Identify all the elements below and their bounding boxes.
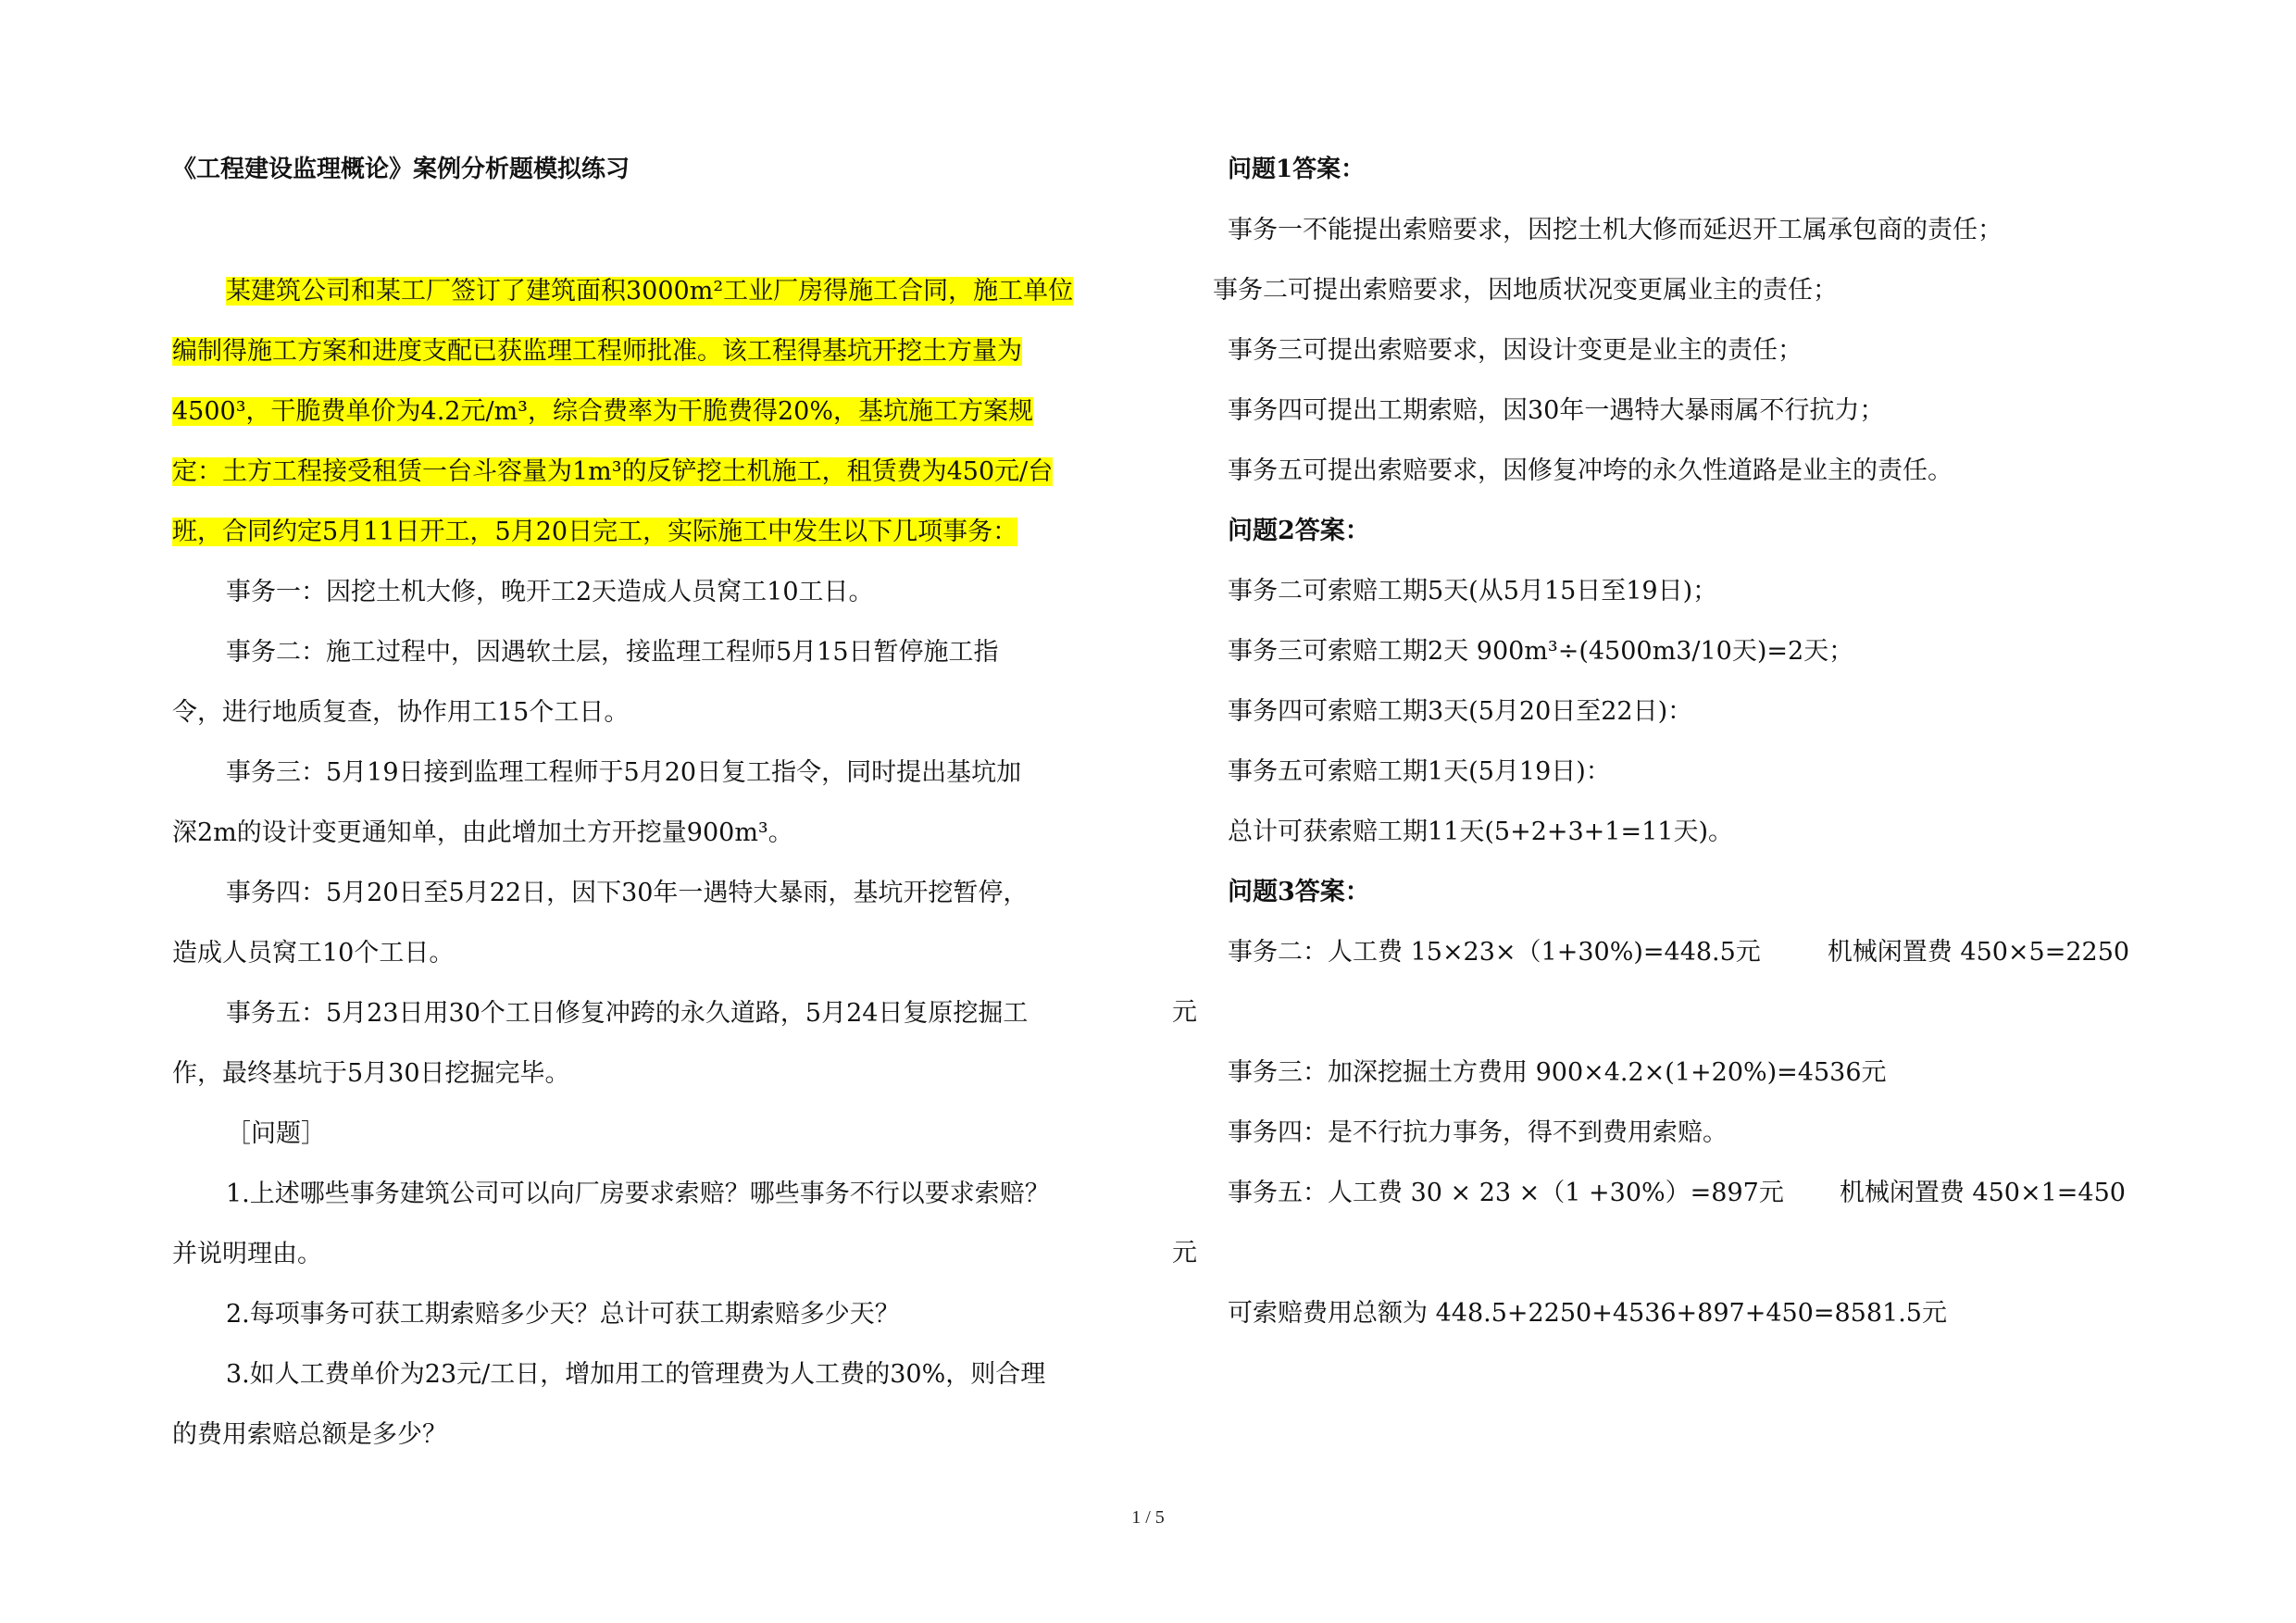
answer1-heading: 问题1答案： bbox=[1228, 156, 1366, 183]
intro-line bbox=[172, 381, 1154, 442]
question-line: 的费用索赔总额是多少？ bbox=[172, 1420, 447, 1449]
highlighted-text: 某建筑公司和某工厂签订了建筑面积3000m²工业厂房得施工合同，施工单位 bbox=[226, 277, 1074, 306]
event-line: 令，进行地质复查，协作用工15个工日。 bbox=[172, 698, 630, 727]
highlighted-text: 班，合同约定5月11日开工，5月20日完工，实际施工中发生以下几项事务： bbox=[172, 518, 1018, 546]
event-line: 造成人员窝工10个工日。 bbox=[172, 939, 455, 968]
event-line: 作，最终基坑于5月30日挖掘完毕。 bbox=[172, 1059, 570, 1088]
answer3-wrap-line: 元 bbox=[1172, 998, 1197, 1027]
answer2-line: 事务四可索赔工期3天(5月20日至22日)： bbox=[1228, 697, 1693, 726]
answer1-line: 事务五可提出索赔要求，因修复冲垮的永久性道路是业主的责任。 bbox=[1228, 456, 1953, 485]
event-line: 深2m的设计变更通知单，由此增加土方开挖量900m³。 bbox=[172, 818, 793, 847]
answer3-wrap-line: 元 bbox=[1172, 1239, 1197, 1267]
question-3 bbox=[172, 1344, 1154, 1465]
labor-cost-text: 事务二：人工费 15×23×（1+30%)=448.5元 bbox=[1228, 938, 1761, 967]
answer3-total-line: 可索赔费用总额为 448.5+2250+4536+897+450=8581.5元 bbox=[1228, 1299, 1947, 1328]
event-4 bbox=[172, 863, 1154, 983]
answer3-line bbox=[1172, 1163, 2144, 1223]
answer3-line: 事务三：加深挖掘土方费用 900×4.2×(1+20%)=4536元 bbox=[1228, 1058, 1887, 1087]
labor-cost-text: 事务五：人工费 30 × 23 ×（1 +30%）=897元 bbox=[1228, 1179, 1784, 1207]
answer3-line bbox=[1172, 922, 2144, 982]
questions-heading: ［问题］ bbox=[226, 1119, 326, 1148]
event-2 bbox=[172, 622, 1154, 743]
event-line: 事务五：5月23日用30个工日修复冲跨的永久道路，5月24日复原挖掘工 bbox=[226, 999, 1029, 1028]
question-1 bbox=[172, 1164, 1154, 1284]
page-number: 1 / 5 bbox=[1131, 1507, 1165, 1528]
event-line: 事务一：因挖土机大修，晚开工2天造成人员窝工10工日。 bbox=[226, 578, 874, 606]
answer1-line: 事务四可提出工期索赔，因30年一遇特大暴雨属不行抗力； bbox=[1228, 396, 1885, 425]
answer3-line: 事务四：是不行抗力事务，得不到费用索赔。 bbox=[1228, 1118, 1728, 1147]
answer2-line: 总计可获索赔工期11天(5+2+3+1=11天)。 bbox=[1228, 818, 1733, 846]
question-line: 2.每项事务可获工期索赔多少天？总计可获工期索赔多少天？ bbox=[226, 1300, 900, 1329]
answer1-line: 事务三可提出索赔要求，因设计变更是业主的责任； bbox=[1228, 336, 1803, 365]
highlighted-text: 定：土方工程接受租赁一台斗容量为1m³的反铲挖土机施工，租赁费为450元/台 bbox=[172, 457, 1054, 486]
highlighted-text: 4500³，干脆费单价为4.2元/m³，综合费率为干脆费得20%，基坑施工方案规 bbox=[172, 397, 1034, 426]
answer3-heading: 问题3答案： bbox=[1228, 878, 1370, 906]
answer1-line: 事务二可提出索赔要求，因地质状况变更属业主的责任； bbox=[1213, 276, 1838, 305]
answer2-line: 事务五可索赔工期1天(5月19日)： bbox=[1228, 757, 1611, 786]
intro-line bbox=[172, 502, 1154, 562]
event-line: 事务三：5月19日接到监理工程师于5月20日复工指令，同时提出基坑加 bbox=[226, 758, 1022, 787]
machine-idle-cost-text: 机械闲置费 450×1=450 bbox=[1839, 1179, 2126, 1207]
highlighted-text: 编制得施工方案和进度支配已获监理工程师批准。该工程得基坑开挖土方量为 bbox=[172, 337, 1022, 366]
left-column bbox=[172, 139, 1154, 1465]
answer2-line: 事务二可索赔工期5天(从5月15日至19日)； bbox=[1228, 577, 1718, 606]
answer2-heading: 问题2答案： bbox=[1228, 517, 1370, 545]
right-column bbox=[1172, 139, 2144, 1343]
event-5 bbox=[172, 983, 1154, 1104]
event-3 bbox=[172, 743, 1154, 863]
intro-line bbox=[172, 261, 1154, 321]
intro-line bbox=[172, 321, 1154, 381]
answer1-line: 事务一不能提出索赔要求，因挖土机大修而延迟开工属承包商的责任； bbox=[1228, 216, 2003, 244]
intro-line bbox=[172, 442, 1154, 502]
question-line: 并说明理由。 bbox=[172, 1240, 322, 1268]
document-title: 《工程建设监理概论》案例分析题模拟练习 bbox=[172, 156, 630, 183]
event-line: 事务四：5月20日至5月22日，因下30年一遇特大暴雨，基坑开挖暂停， bbox=[226, 879, 1029, 907]
machine-idle-cost-text: 机械闲置费 450×5=2250 bbox=[1827, 938, 2130, 967]
question-line: 3.如人工费单价为23元/工日，增加用工的管理费为人工费的30%，则合理 bbox=[226, 1360, 1046, 1389]
intro-paragraph bbox=[172, 261, 1154, 562]
answer2-line: 事务三可索赔工期2天 900m³÷(4500m3/10天)=2天； bbox=[1228, 637, 1854, 666]
question-line: 1.上述哪些事务建筑公司可以向厂房要求索赔？哪些事务不行以要求索赔？ bbox=[226, 1180, 1050, 1208]
question-2 bbox=[172, 1284, 1154, 1344]
event-1 bbox=[172, 562, 1154, 622]
spacer bbox=[172, 200, 1154, 261]
event-line: 事务二：施工过程中，因遇软土层，接监理工程师5月15日暂停施工指 bbox=[226, 638, 999, 667]
